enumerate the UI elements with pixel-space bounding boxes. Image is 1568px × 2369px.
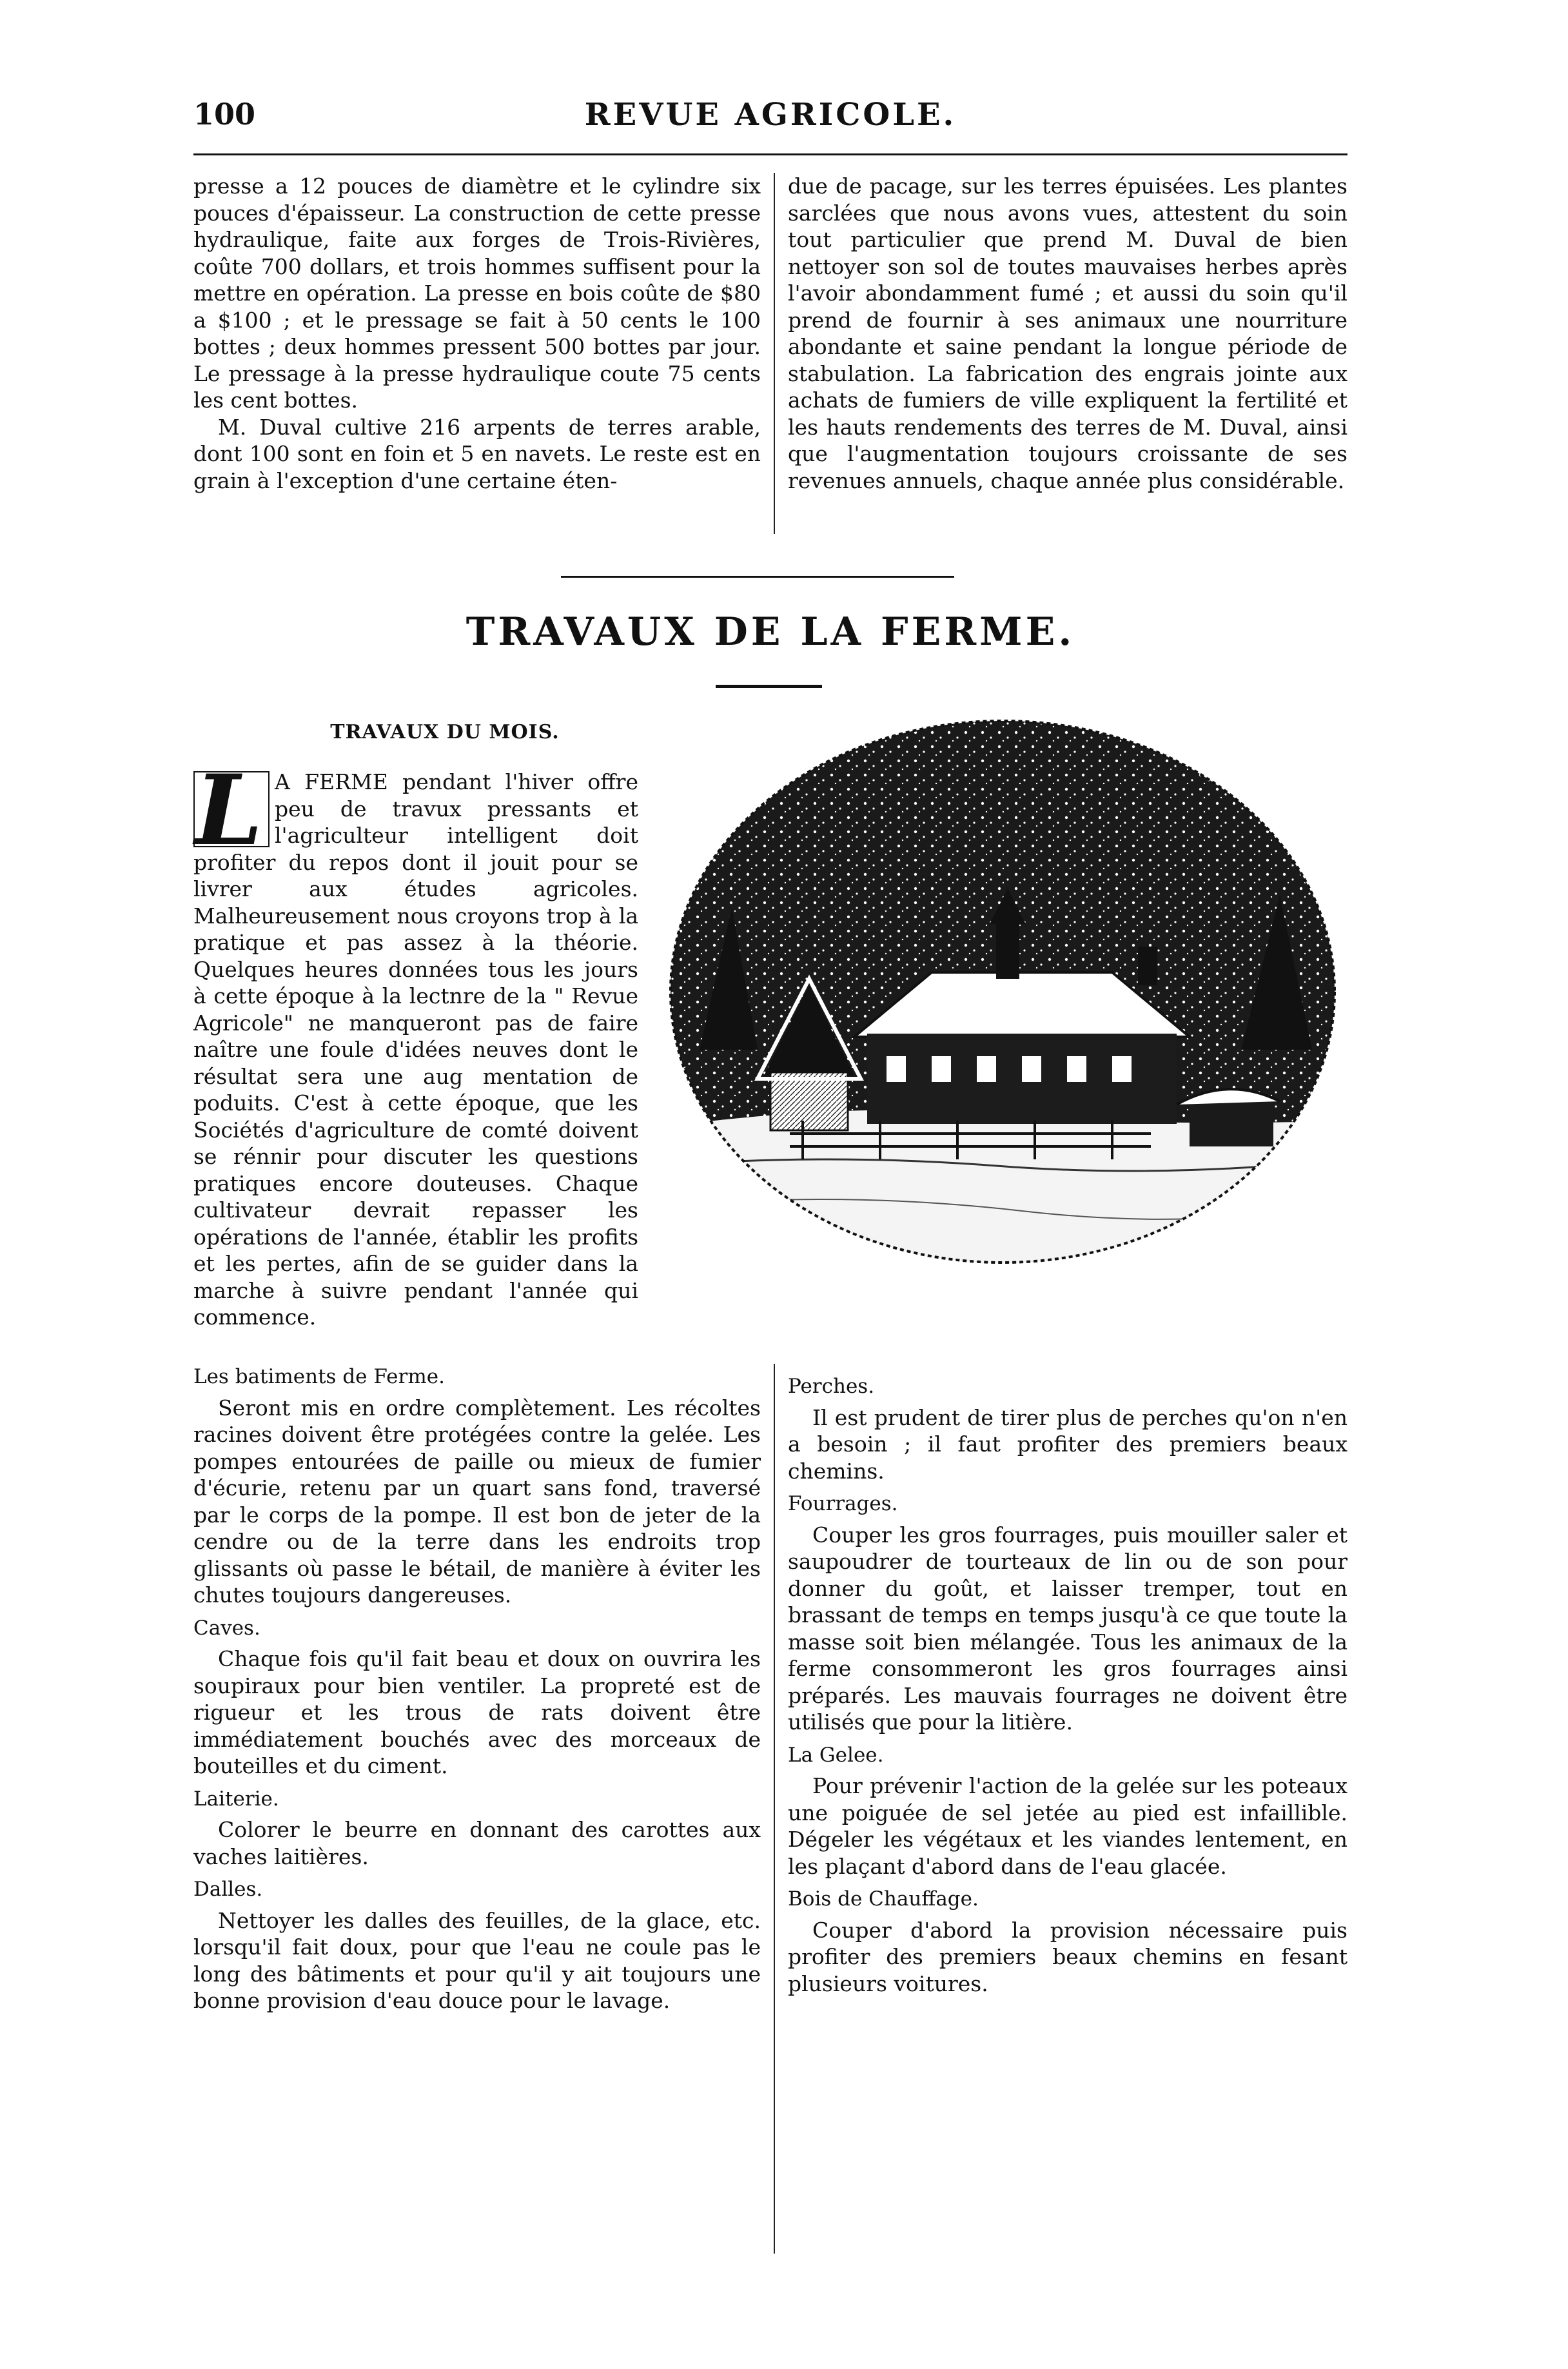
paragraph: Seront mis en ordre complètement. Les récoltes racines doivent être protégées contre la gelée. Les pompes entourées de paille ou mieux de fumier d'écurie, retenu par un quart sans fond, traversé par le corps de la pompe. Il est bon de jeter de la cendre ou de la terre dans les endroits trop glissants où passe le bétail, de manière à éviter les chutes toujours dangereuses. [193, 1395, 761, 1607]
title-rule [716, 685, 822, 688]
section-heading: Caves. [193, 1616, 260, 1640]
section-heading: Perches. [788, 1375, 875, 1398]
bottom-left-column [193, 1357, 761, 2014]
winter-farm-engraving [661, 714, 1344, 1266]
paragraph: Pour prévenir l'action de la gelée sur les poteaux une poiguée de sel jetée au pied est infaillible. Dégeler les végétaux et les viandes lentement, en les plaçant d'abord dans de l'eau glacée. [788, 1773, 1348, 1879]
separator-rule [561, 576, 954, 578]
page-number: 100 [193, 97, 256, 132]
paragraph: due de pacage, sur les terres épuisées. Les plantes sarclées que nous avons vues, attestent du soin tout particulier que prend M. Duval de bien nettoyer son sol de toutes mauvaises herbes après l'avoir abondamment fumé ; et aussi du soin qu'il prend de fournir à ses animaux une nourriture abondante et saine pendant la longue période de stabulation. La fabrication des engrais jointe aux achats de fumiers de ville expliquent la fertilité et les hauts rendements des terres de M. Duval, ainsi que l'augmentation toujours croissante de ses revenues annuels, chaque année plus considérable. [788, 173, 1348, 493]
section-heading: Bois de Chauffage. [788, 1887, 979, 1911]
intro-paragraph: A FERME pendant l'hiver offre peu de travux pressants et l'agriculteur intelligent doit profiter du repos dont il jouit pour se livrer aux études agricoles. Malheureusement nous croyons trop à la pratique et pas assez à la théorie. Quelques heures données tous les jours à cette époque à la lectnre de la " Revue Agricole" ne manqueront pas de faire naître une foule d'idées neuves dont le résultat sera une aug mentation de poduits. C'est à cette époque, que les Sociétés d'agriculture de comté doivent se rénnir pour discuter les questions pratiques encore douteuses. Chaque cultivateur devrait repasser les opérations de l'année, établir les profits et les pertes, afin de se guider dans la marche à suivre pendant l'année qui commence. [193, 769, 638, 1330]
bottom-right-column [788, 1367, 1348, 1997]
column-rule [774, 1364, 775, 2254]
header-rule [193, 153, 1348, 155]
section-heading: Laiterie. [193, 1787, 279, 1811]
paragraph: M. Duval cultive 216 arpents de terres arable, dont 100 sont en foin et 5 en navets. Le reste est en grain à l'exception d'une certaine éten- [193, 414, 761, 493]
section-heading: Dalles. [193, 1878, 263, 1901]
subsection-heading: TRAVAUX DU MOIS. [330, 721, 560, 743]
journal-title: REVUE AGRICOLE. [584, 97, 957, 133]
section-heading: Fourrages. [788, 1492, 898, 1515]
paragraph: presse a 12 pouces de diamètre et le cylindre six pouces d'épaisseur. La construction de cette presse hydraulique, faite aux forges de Trois-Rivières, coûte 700 dollars, et trois hommes suffisent pour la mettre en opération. La presse en bois coûte de $80 a $100 ; et le pressage se fait à 50 cents le 100 bottes ; deux hommes pressent 500 bottes par jour. Le pressage à la presse hydraulique coute 75 cents les cent bottes. [193, 173, 761, 413]
section-title: TRAVAUX DE LA FERME. [466, 609, 1075, 654]
top-left-column [193, 173, 761, 494]
paragraph: Colorer le beurre en donnant des carottes aux vaches laitières. [193, 1817, 761, 1869]
column-rule [774, 173, 775, 534]
top-right-column [788, 173, 1348, 494]
paragraph: Nettoyer les dalles des feuilles, de la glace, etc. lorsqu'il fait doux, pour que l'eau ne coule pas le long des bâtiments et pour qu'il y ait toujours une bonne provision d'eau douce pour le lavage. [193, 1907, 761, 2013]
section-heading: La Gelee. [788, 1743, 884, 1767]
section-heading: Les batiments de Ferme. [193, 1365, 445, 1388]
running-head [193, 97, 1348, 142]
paragraph: Couper les gros fourrages, puis mouiller saler et saupoudrer de tourteaux de lin ou de son pour donner du goût, et laisser tremper, tout en brassant de temps en temps jusqu'à ce que toute la masse soit bien mélangée. Tous les animaux de la ferme consommeront les gros fourrages ainsi préparés. Les mauvais fourrages ne doivent être utilisés que pour la litière. [788, 1522, 1348, 1735]
paragraph: Chaque fois qu'il fait beau et doux on ouvrira les soupiraux pour bien ventiler. La propreté est de rigueur et les trous de rats doivent être immédiatement bouchés avec des morceaux de bouteilles et du ciment. [193, 1646, 761, 1778]
intro-column [193, 754, 638, 1331]
paragraph: Couper d'abord la provision nécessaire puis profiter des premiers beaux chemins en fesant plusieurs voitures. [788, 1917, 1348, 1996]
paragraph: Il est prudent de tirer plus de perches qu'on n'en a besoin ; il faut profiter des premiers beaux chemins. [788, 1404, 1348, 1484]
drop-cap: L [193, 771, 270, 847]
